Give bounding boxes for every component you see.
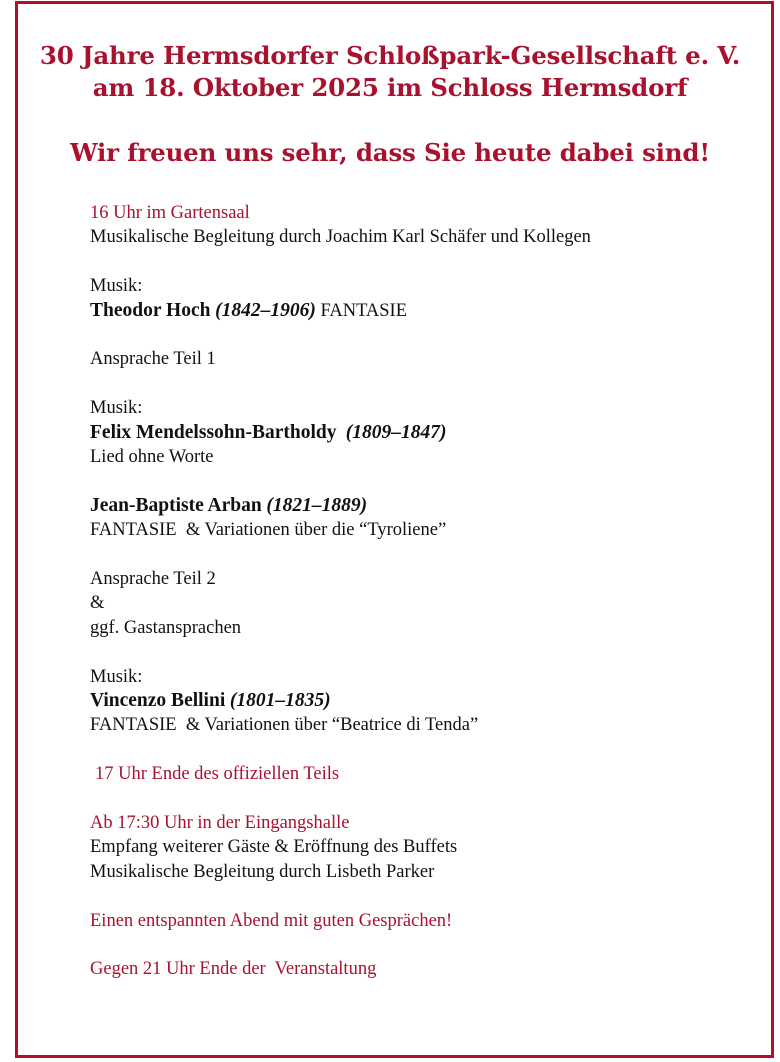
guest-speeches: ggf. Gastansprachen	[90, 617, 242, 638]
composer-name: Jean-Baptiste Arban	[90, 494, 262, 516]
piece-1	[90, 299, 750, 323]
official-end: 17 Uhr Ende des offiziellen Teils	[95, 764, 340, 785]
title-line-1: 30 Jahre Hermsdorfer Schloßpark-Gesellschaft e. V.	[39, 41, 741, 70]
evening-time: Ab 17:30 Uhr in der Eingangshalle	[90, 813, 350, 834]
speech-1: Ansprache Teil 1	[90, 349, 216, 370]
piece-2	[90, 421, 750, 445]
work-title: Lied ohne Worte	[90, 447, 214, 468]
work-title: FANTASIE	[320, 300, 408, 321]
composer-name: Felix Mendelssohn-Bartholdy	[90, 421, 337, 443]
work-title: FANTASIE & Variationen über die “Tyroliene”	[90, 520, 447, 541]
title-line-2: am 18. Oktober 2025 im Schloss Hermsdorf	[92, 73, 688, 102]
work-title: FANTASIE & Variationen über “Beatrice di Tenda”	[90, 715, 479, 736]
evening-music: Musikalische Begleitung durch Lisbeth Parker	[90, 861, 435, 882]
musik-label: Musik:	[90, 666, 143, 687]
composer-years: (1821–1889)	[266, 494, 368, 516]
composer-years: (1809–1847)	[345, 421, 447, 443]
start-music-note: Musikalische Begleitung durch Joachim Karl Schäfer und Kollegen	[90, 227, 591, 248]
piece-4	[90, 689, 750, 713]
composer-name: Vincenzo Bellini	[90, 690, 226, 712]
speech-2: Ansprache Teil 2	[90, 569, 216, 590]
closing-wish: Einen entspannten Abend mit guten Gesprächen!	[90, 910, 453, 931]
ampersand: &	[90, 593, 105, 614]
piece-3	[90, 494, 750, 518]
evening-reception: Empfang weiterer Gäste & Eröffnung des Buffets	[90, 837, 458, 858]
program-schedule	[90, 201, 750, 982]
composer-name: Theodor Hoch	[90, 299, 211, 321]
composer-years: (1842–1906)	[215, 299, 316, 321]
start-time: 16 Uhr im Gartensaal	[90, 203, 250, 223]
welcome-heading: Wir freuen uns sehr, dass Sie heute dabei sind!	[70, 138, 710, 167]
event-end: Gegen 21 Uhr Ende der Veranstaltung	[90, 959, 377, 980]
musik-label: Musik:	[90, 398, 143, 419]
musik-label: Musik:	[90, 276, 143, 297]
composer-years: (1801–1835)	[229, 690, 331, 712]
